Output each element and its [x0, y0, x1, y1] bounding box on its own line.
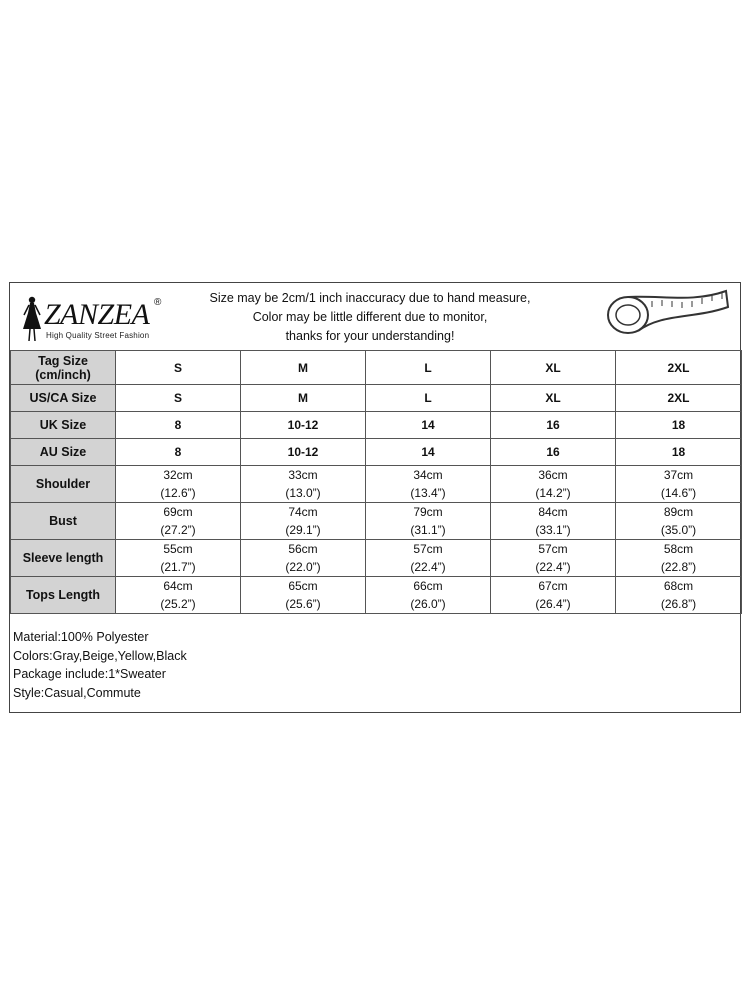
row-label: Shoulder — [11, 466, 116, 503]
table-cell: 8 — [116, 439, 241, 466]
table-row-tag-size — [11, 351, 742, 385]
row-label: Bust — [11, 503, 116, 540]
table-cell: 37cm (14.6”) — [616, 466, 742, 503]
brand-logo — [16, 291, 166, 341]
table-cell: 16 — [491, 412, 616, 439]
table-row-uk — [11, 412, 742, 439]
measurement-notice — [180, 289, 560, 346]
table-cell: 58cm (22.8”) — [616, 540, 742, 577]
table-cell: 16 — [491, 439, 616, 466]
fashion-woman-icon — [20, 295, 44, 343]
row-label: AU Size — [11, 439, 116, 466]
size-header: 2XL — [616, 351, 742, 385]
table-row-tops-length — [11, 577, 742, 614]
table-cell: 32cm (12.6”) — [116, 466, 241, 503]
table-cell: 74cm (29.1”) — [241, 503, 366, 540]
table-cell: 34cm (13.4”) — [366, 466, 491, 503]
table-cell: 33cm (13.0”) — [241, 466, 366, 503]
row-label: Tag Size (cm/inch) — [11, 351, 116, 385]
package-text: Package include:1*Sweater — [13, 667, 166, 681]
table-cell: 8 — [116, 412, 241, 439]
table-cell: 79cm (31.1”) — [366, 503, 491, 540]
table-cell: 2XL — [616, 385, 742, 412]
table-cell: S — [116, 385, 241, 412]
size-table — [10, 350, 742, 614]
measuring-tape-icon — [602, 285, 732, 345]
notice-line-2: Color may be little different due to monitor, — [252, 310, 488, 324]
table-row-sleeve-length — [11, 540, 742, 577]
table-row-au — [11, 439, 742, 466]
table-cell: 55cm (21.7”) — [116, 540, 241, 577]
table-row-us-ca — [11, 385, 742, 412]
size-header: L — [366, 351, 491, 385]
table-cell: 68cm (26.8”) — [616, 577, 742, 614]
table-cell: 14 — [366, 439, 491, 466]
table-cell: 84cm (33.1”) — [491, 503, 616, 540]
table-cell: 57cm (22.4”) — [491, 540, 616, 577]
table-cell: 36cm (14.2”) — [491, 466, 616, 503]
table-cell: 56cm (22.0”) — [241, 540, 366, 577]
table-cell: 18 — [616, 412, 742, 439]
product-info — [13, 628, 187, 702]
size-header: M — [241, 351, 366, 385]
table-cell: M — [241, 385, 366, 412]
table-cell: 18 — [616, 439, 742, 466]
colors-text: Colors:Gray,Beige,Yellow,Black — [13, 648, 187, 663]
size-chart — [9, 282, 741, 713]
table-cell: 57cm (22.4”) — [366, 540, 491, 577]
brand-name: ZANZEA — [44, 298, 150, 331]
notice-line-1: Size may be 2cm/1 inch inaccuracy due to hand measure, — [209, 291, 531, 305]
table-cell: 65cm (25.6”) — [241, 577, 366, 614]
chart-header — [10, 283, 740, 350]
table-cell: 10-12 — [241, 439, 366, 466]
row-label: UK Size — [11, 412, 116, 439]
table-cell: L — [366, 385, 491, 412]
table-cell: 66cm (26.0”) — [366, 577, 491, 614]
brand-tagline: High Quality Street Fashion — [46, 331, 150, 340]
table-cell: 89cm (35.0”) — [616, 503, 742, 540]
table-cell: 64cm (25.2”) — [116, 577, 241, 614]
material-text: Material:100% Polyester — [13, 630, 149, 644]
notice-line-3: thanks for your understanding! — [285, 329, 455, 343]
row-label: Sleeve length — [11, 540, 116, 577]
table-cell: 69cm (27.2”) — [116, 503, 241, 540]
table-cell: XL — [491, 385, 616, 412]
size-header: S — [116, 351, 241, 385]
table-cell: 67cm (26.4”) — [491, 577, 616, 614]
table-cell: 10-12 — [241, 412, 366, 439]
table-row-shoulder — [11, 466, 742, 503]
size-header: XL — [491, 351, 616, 385]
style-text: Style:Casual,Commute — [13, 685, 141, 700]
table-cell: 14 — [366, 412, 491, 439]
row-label: US/CA Size — [11, 385, 116, 412]
registered-mark: ® — [154, 297, 162, 308]
table-row-bust — [11, 503, 742, 540]
row-label: Tops Length — [11, 577, 116, 614]
